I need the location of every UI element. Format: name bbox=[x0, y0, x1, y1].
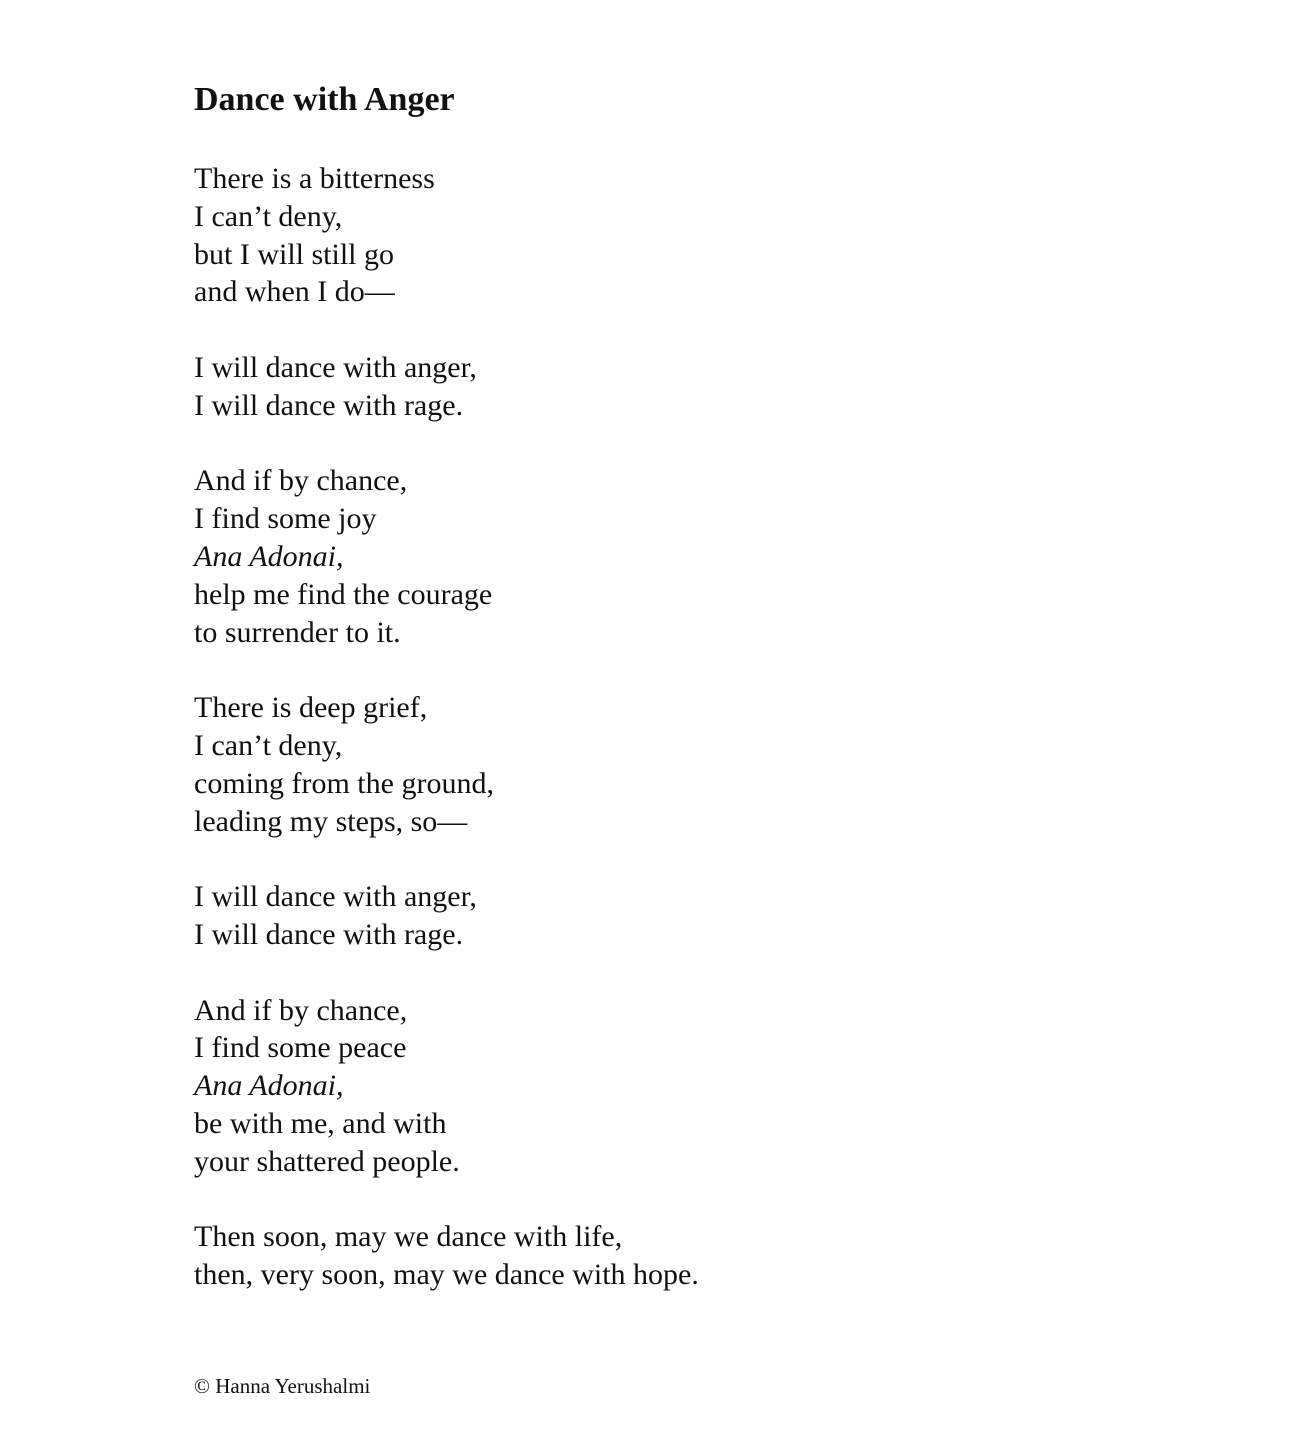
poem-line: help me find the courage bbox=[194, 577, 493, 611]
poem-line: I find some peace bbox=[194, 1031, 407, 1065]
poem-line: I find some joy bbox=[194, 502, 377, 536]
stanza bbox=[194, 992, 699, 1181]
poem-line: Ana Adonai, bbox=[194, 1069, 344, 1103]
poem-line: be with me, and with bbox=[194, 1106, 447, 1140]
poem-line: coming from the ground, bbox=[194, 766, 494, 800]
poem-line: I will dance with anger, bbox=[194, 350, 477, 384]
poem-line: And if by chance, bbox=[194, 464, 408, 498]
poem-body bbox=[194, 160, 699, 1332]
stanza bbox=[194, 689, 699, 840]
poem-line: but I will still go bbox=[194, 237, 395, 271]
poem-title: Dance with Anger bbox=[194, 81, 455, 118]
stanza bbox=[194, 462, 699, 651]
poem-line: Ana Adonai, bbox=[194, 539, 344, 573]
poem-line: I can’t deny, bbox=[194, 728, 343, 762]
poem-line: I will dance with rage. bbox=[194, 917, 464, 951]
poem-line: I will dance with anger, bbox=[194, 880, 477, 914]
stanza bbox=[194, 878, 699, 954]
poem-line: There is deep grief, bbox=[194, 691, 428, 725]
poem-line: And if by chance, bbox=[194, 993, 408, 1027]
poem-line: to surrender to it. bbox=[194, 615, 401, 649]
stanza bbox=[194, 1218, 699, 1294]
poem-line: then, very soon, may we dance with hope. bbox=[194, 1258, 699, 1292]
stanza bbox=[194, 349, 699, 425]
poem-line: I will dance with rage. bbox=[194, 388, 464, 422]
poem-page bbox=[194, 0, 1194, 1445]
stanza bbox=[194, 160, 699, 311]
poem-line: There is a bitterness bbox=[194, 162, 435, 195]
poem-line: your shattered people. bbox=[194, 1144, 460, 1178]
poem-line: leading my steps, so— bbox=[194, 804, 468, 838]
copyright-notice: © Hanna Yerushalmi bbox=[194, 1374, 371, 1398]
poem-line: and when I do— bbox=[194, 275, 395, 309]
poem-line: Then soon, may we dance with life, bbox=[194, 1220, 623, 1254]
poem-line: I can’t deny, bbox=[194, 199, 343, 233]
